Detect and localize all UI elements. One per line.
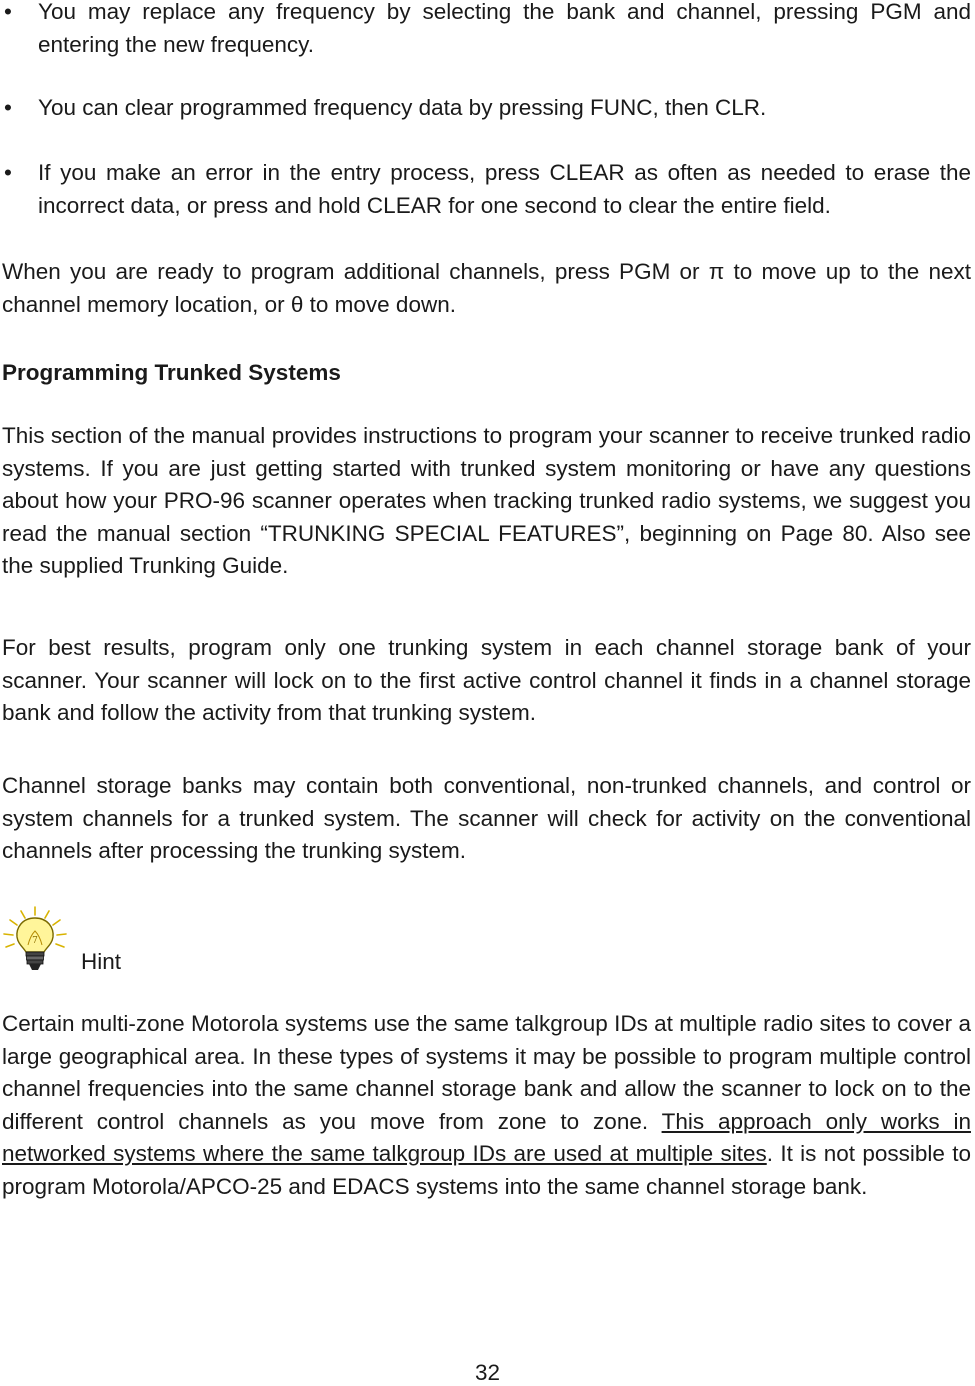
lightbulb-icon bbox=[0, 905, 72, 975]
hint-label: Hint bbox=[81, 949, 122, 974]
bullet-dot: • bbox=[4, 160, 12, 185]
bullet-clear-frequency bbox=[2, 92, 971, 125]
hint-callout bbox=[0, 905, 300, 975]
hint-text-underlined: This approach only works in networked systems where the same talkgroup IDs are used at multiple sites bbox=[2, 1108, 971, 1166]
bullet-text: You may replace any frequency by selecting the bank and channel, pressing PGM and entering the new frequency. bbox=[38, 0, 971, 57]
paragraph-hint-body bbox=[2, 1008, 971, 1203]
section-heading: Programming Trunked Systems bbox=[2, 360, 341, 385]
bullet-dot: • bbox=[4, 95, 12, 120]
lightbulb-filament-text: 7 bbox=[32, 936, 38, 946]
page-number: 32 bbox=[474, 1360, 501, 1385]
paragraph-best-results: For best results, program only one trunking system in each channel storage bank of your scanner. Your scanner will lock on to the first active control channel it finds in a channel storage bank and follow the activity from that trunking system. bbox=[2, 635, 971, 725]
bullet-text: If you make an error in the entry process, press CLEAR as often as needed to erase the incorrect data, or press and hold CLEAR for one second to clear the entire field. bbox=[38, 160, 971, 218]
paragraph-next-channel: When you are ready to program additional channels, press PGM or π to move up to the next channel memory location, or θ to move down. bbox=[2, 259, 971, 317]
bullet-text: You can clear programmed frequency data by pressing FUNC, then CLR. bbox=[38, 95, 767, 120]
hint-text-before: Certain multi-zone Motorola systems use the same talkgroup IDs at multiple radio sites to cover a large geographical area. In these types of systems it may be possible to program multiple control channel frequencies into the same channel storage bank and allow the scanner to lock on to the different control channels as you move from zone to zone. bbox=[2, 1011, 971, 1134]
hint-text-after: . It is not possible to program Motorola/APCO-25 and EDACS systems into the same channel storage bank. bbox=[2, 1141, 971, 1199]
bullet-dot: • bbox=[4, 0, 12, 24]
paragraph-storage-banks: Channel storage banks may contain both conventional, non-trunked channels, and control or system channels for a trunked system. The scanner will check for activity on the conventional channels after processing the trunking system. bbox=[2, 773, 971, 863]
paragraph-section-intro: This section of the manual provides instructions to program your scanner to receive trunked radio systems. If you are just getting started with trunked system monitoring or have any questions about how your PRO-96 scanner operates when tracking trunked radio systems, we suggest you read the manual section “TRUNKING SPECIAL FEATURES”, beginning on Page 80. Also see the supplied Trunking Guide. bbox=[2, 423, 971, 578]
bullet-replace-frequency bbox=[2, 0, 971, 61]
bullet-entry-error bbox=[2, 157, 971, 222]
